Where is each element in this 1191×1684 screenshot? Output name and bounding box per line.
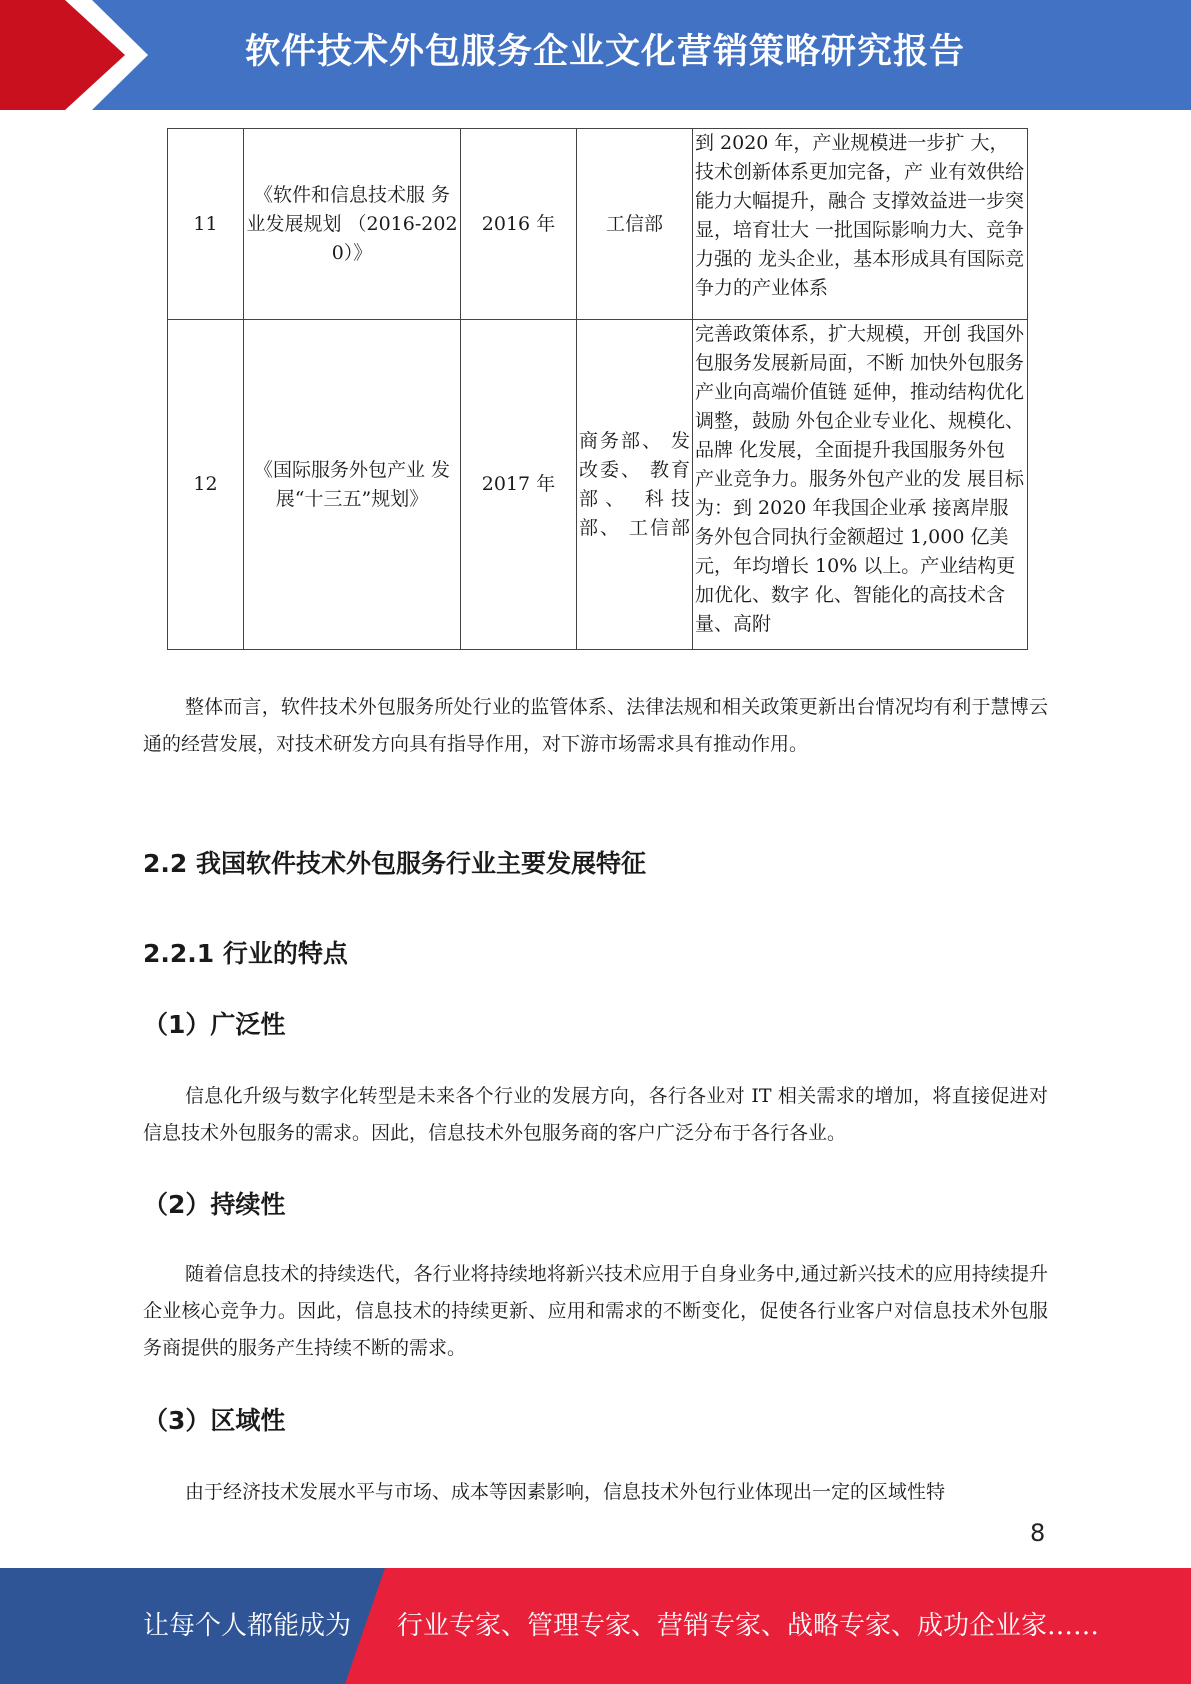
- item-paragraph-3: 由于经济技术发展水平与市场、成本等因素影响，信息技术外包行业体现出一定的区域性特: [185, 1481, 946, 1503]
- report-title: 软件技术外包服务企业文化营销策略研究报告: [245, 32, 966, 72]
- row-number: 11: [168, 129, 244, 320]
- policy-department: 商务部、 发改委、 教育部、 科技部、 工信部: [577, 320, 693, 650]
- item-heading-3: （3）区域性: [143, 1406, 286, 1435]
- row-number: 12: [168, 320, 244, 650]
- item-paragraph-2: 随着信息技术的持续迭代，各行业将持续地将新兴技术应用于自身业务中,通过新兴技术的应用持续提升企业核心竞争力。因此，信息技术的持续更新、应用和需求的不断变化，促使各行业客户对信息技术外包服务商提供的服务产生持续不断的需求。: [143, 1263, 1048, 1359]
- policy-department: 工信部: [577, 129, 693, 320]
- item-heading-1: （1）广泛性: [143, 1010, 286, 1039]
- policy-year: 2017 年: [461, 320, 577, 650]
- policy-name: 《软件和信息技术服 务业发展规划 （2016-2020）》: [244, 129, 461, 320]
- footer-slogan-left: 让每个人都能成为: [143, 1611, 352, 1641]
- section-heading-2-2-1: 2.2.1 行业的特点: [143, 939, 348, 968]
- item-paragraph-1: 信息化升级与数字化转型是未来各个行业的发展方向，各行各业对 IT 相关需求的增加，将直接促进对信息技术外包服务的需求。因此，信息技术外包服务商的客户广泛分布于各行各业。: [143, 1085, 1048, 1144]
- policy-table: [167, 128, 1028, 650]
- policy-content: 完善政策体系，扩大规模，开创 我国外包服务发展新局面，不断 加快外包服务产业向高端价值链 延伸，推动结构优化调整，鼓励 外包企业专业化、规模化、品牌 化发展，全面提升我国服务外包 产业竞争力。服务外包产业的发 展目标为：到 2020 年我国企业承 接离岸服务外包合同执行金额超过 1,000 亿美元，年均增长 10% 以上。产业结构更加优化、数字 化、智能化的高技术含量、高附: [693, 320, 1028, 650]
- policy-content: 到 2020 年，产业规模进一步扩 大，技术创新体系更加完备，产 业有效供给能力大幅提升，融合 支撑效益进一步突显，培育壮大 一批国际影响力大、竞争力强的 龙头企业，基本形成具有国际竞 争力的产业体系: [693, 129, 1028, 320]
- section-heading-2-2: 2.2 我国软件技术外包服务行业主要发展特征: [143, 849, 646, 878]
- header-red-arrow: [0, 0, 160, 110]
- item-heading-2: （2）持续性: [143, 1190, 286, 1219]
- table-row: [168, 320, 1028, 650]
- header-banner: [0, 0, 1191, 110]
- policy-name: 《国际服务外包产业 发展“十三五”规划》: [244, 320, 461, 650]
- footer-banner: [0, 1568, 1191, 1684]
- page-number: 8: [1030, 1519, 1046, 1547]
- summary-paragraph: 整体而言，软件技术外包服务所处行业的监管体系、法律法规和相关政策更新出台情况均有利于慧博云通的经营发展，对技术研发方向具有指导作用，对下游市场需求具有推动作用。: [143, 696, 1048, 755]
- footer-slogan-right: 行业专家、管理专家、营销专家、战略专家、成功企业家……: [397, 1611, 1100, 1641]
- table-row: [168, 129, 1028, 320]
- policy-year: 2016 年: [461, 129, 577, 320]
